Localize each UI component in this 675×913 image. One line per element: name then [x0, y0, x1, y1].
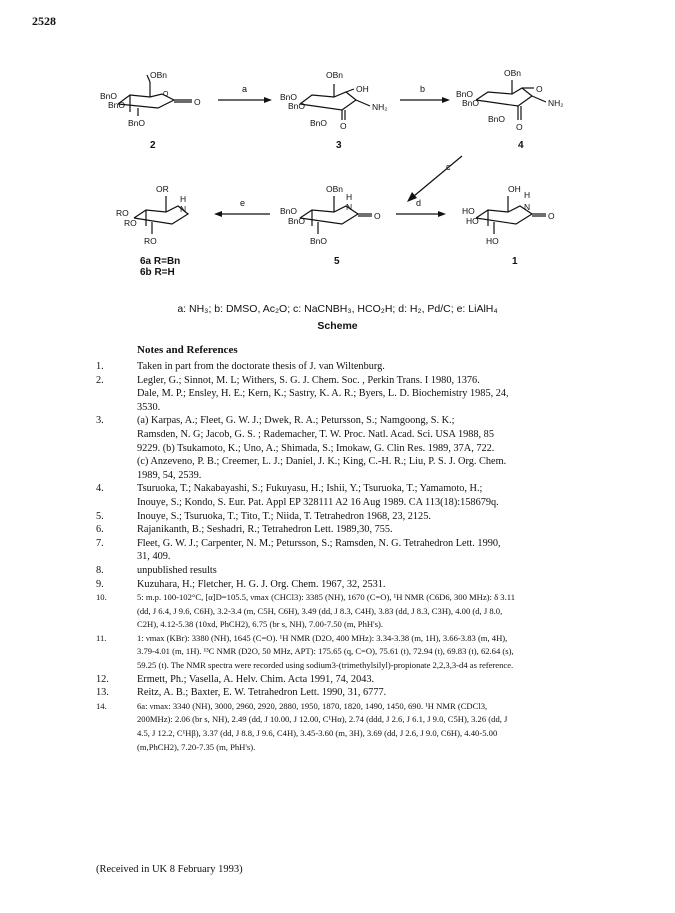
c4-label-4: NH₂ — [548, 98, 564, 108]
reference-item — [96, 564, 616, 578]
c4-label-3: O — [536, 84, 543, 94]
arrow-b — [400, 84, 450, 103]
reference-text — [137, 414, 616, 482]
reference-number: 4. — [96, 483, 104, 495]
compound-3 — [280, 70, 388, 151]
compound-6b-label: 6b R=H — [140, 267, 175, 278]
reference-line: C2H), 4.12-5.38 (10xd, PhCH2), 6.75 (br s, NH), 7.00-7.50 (m, PhH's). — [137, 619, 383, 630]
reference-number: 10. — [96, 592, 107, 603]
c1-label-0: OH — [508, 184, 521, 194]
reference-line: 4.5, J 12.2, C¹Hβ), 3.37 (dd, J 8.8, J 9.6, C4H), 3.45-3.60 (m, 3H), 3.69 (dd, J 2.6, J 9.0, C6H), 4.40-5.00 — [137, 728, 498, 739]
compound-1-label: 1 — [512, 256, 518, 267]
compound-1 — [462, 184, 555, 267]
reference-line: (dd, J 6.4, J 9.6, C6H), 3.2-3.4 (m, C5H, C6H), 3.49 (dd, J 8.3, C4H), 3.83 (dd, J 8.3, C3H), 4.00 (d, J 8.0, — [137, 605, 503, 616]
reference-line: (m,PhCH2), 7.20-7.35 (m, PhH's). — [137, 741, 256, 752]
reference-number: 13. — [96, 687, 109, 699]
reference-line: Tsuruoka, T.; Nakabayashi, S.; Fukuyasu, H.; Ishii, Y.; Tsuruoka, T.; Yamamoto, H.; — [137, 483, 483, 495]
c4-label-5: BnO — [488, 114, 506, 124]
arrow-c — [407, 156, 462, 202]
reference-text — [137, 360, 616, 374]
c1-label-5: O — [548, 211, 555, 221]
reference-text — [137, 523, 616, 537]
reference-item — [96, 591, 616, 632]
c5-label-2: N — [346, 202, 353, 212]
c3-label-2: BnO — [280, 92, 298, 102]
reference-item — [96, 523, 616, 537]
reference-line: Fleet, G. W. J.; Carpenter, N. M.; Petursson, S.; Ramsden, N. G. Tetrahedron Lett. 1990, — [137, 537, 501, 549]
reference-item — [96, 374, 616, 415]
reference-text — [137, 578, 616, 592]
c3-label-1: OH — [356, 84, 369, 94]
reference-line: Inouye, S.; Tsuruoka, T.; Tito, T.; Niida, T. Tetrahedron 1968, 23, 2125. — [137, 510, 431, 522]
reference-number: 8. — [96, 564, 104, 576]
c6-label-4: RO — [124, 218, 137, 228]
c4-label-1: BnO — [456, 89, 474, 99]
reference-number: 6. — [96, 524, 104, 536]
reference-number: 12. — [96, 673, 109, 685]
arrow-a-label: a — [242, 84, 248, 94]
arrow-d-label: d — [416, 198, 422, 208]
reference-line: 1989, 54, 2539. — [137, 469, 202, 481]
scheme-label: Scheme — [317, 320, 358, 332]
reference-line: Rajanikanth, B.; Seshadri, R.; Tetrahedron Lett. 1989,30, 755. — [137, 524, 393, 536]
reference-number: 5. — [96, 510, 104, 522]
page-number: 2528 — [32, 14, 56, 28]
reference-line: Ramsden, N. G; Jacob, G. S. ; Rademacher, T. W. Proc. Natl. Acad. Sci. USA 1988, 85 — [137, 428, 494, 440]
reference-text — [137, 632, 616, 673]
compound-2 — [100, 70, 201, 151]
c3-label-6: O — [340, 121, 347, 131]
c2-ring-o: O — [163, 91, 169, 98]
compound-2-label: 2 — [150, 140, 156, 151]
reaction-scheme — [0, 0, 675, 300]
reference-line: Dale, M. P.; Ensley, H. E.; Kern, K.; Sastry, K. A. R.; Byers, L. D. Biochemistry 1985, 24, — [137, 388, 509, 400]
c6-label-5: RO — [144, 236, 157, 246]
arrow-a — [218, 84, 272, 103]
reference-line: Inouye, S.; Kondo, S. Eur. Pat. Appl EP 328111 A2 16 Aug 1989. CA 113(18):158679q. — [137, 496, 499, 508]
reference-line: 31, 409. — [137, 551, 171, 563]
c6-label-1: H — [180, 194, 187, 204]
c2-label-1: BnO — [100, 91, 118, 101]
c5-label-6: BnO — [310, 236, 328, 246]
reference-item — [96, 510, 616, 524]
reference-text — [137, 673, 616, 687]
arrow-d — [396, 198, 446, 217]
reference-line: Taken in part from the doctorate thesis of J. van Wiltenburg. — [137, 361, 385, 372]
reference-item — [96, 414, 616, 482]
reference-text — [137, 591, 616, 632]
compound-4-label: 4 — [518, 140, 524, 151]
c4-label-2: BnO — [462, 98, 480, 108]
reference-text — [137, 686, 616, 700]
reference-number: 9. — [96, 578, 104, 590]
reference-line: 3.79-4.01 (m, 1H). ¹³C NMR (D2O, 50 MHz, APT): 175.65 (q, C=O), 75.61 (t), 72.94 (t), 69.83 (t), 62.64 (s), — [137, 646, 514, 657]
c2-label-4: O — [194, 97, 201, 107]
compound-6a-label: 6a R=Bn — [140, 256, 181, 267]
c3-label-3: BnO — [288, 101, 306, 111]
reference-line: 3530. — [137, 401, 161, 413]
compound-4 — [456, 68, 564, 151]
c5-label-4: BnO — [288, 216, 306, 226]
reference-text — [137, 374, 616, 415]
c6-label-3: RO — [116, 208, 129, 218]
c1-label-3: HO — [462, 206, 475, 216]
c3-label-0: OBn — [326, 70, 344, 80]
reagents-caption: a: NH₃; b: DMSO, Ac₂O; c: NaCNBH₃, HCO₂H; d: H₂, Pd/C; e: LiAlH₄ — [177, 303, 498, 315]
reference-line: (a) Karpas, A.; Fleet, G. W. J.; Dwek, R. A.; Petursson, S.; Namgoong, S. K.; — [137, 415, 455, 427]
c3-label-4: NH₂ — [372, 102, 388, 112]
received-date: (Received in UK 8 February 1993) — [96, 864, 243, 875]
arrow-b-label: b — [420, 84, 426, 94]
compound-5 — [280, 184, 381, 267]
reference-item — [96, 578, 616, 592]
c5-label-1: H — [346, 192, 353, 202]
c2-label-0: OBn — [150, 70, 168, 80]
reference-line: 1: νmax (KBr): 3380 (NH), 1645 (C=O). ¹H NMR (D2O, 400 MHz): 3.34-3.38 (m, 1H), 3.66-3.83 (m, 4H), — [137, 632, 508, 643]
reference-number: 11. — [96, 632, 107, 643]
reference-number: 7. — [96, 537, 104, 549]
compound-3-label: 3 — [336, 140, 342, 151]
reference-line: 9229. (b) Tsukamoto, K.; Uno, A.; Shimada, S.; Imokaw, G. Clin Res. 1989, 37A, 722. — [137, 442, 495, 454]
c3-label-5: BnO — [310, 118, 328, 128]
compound-5-label: 5 — [334, 256, 340, 267]
reference-line: Ermett, Ph.; Vasella, A. Helv. Chim. Acta 1991, 74, 2043. — [137, 673, 375, 685]
c2-label-2: BnO — [108, 100, 126, 110]
compound-6 — [116, 184, 188, 278]
reference-number: 3. — [96, 415, 104, 427]
reference-line: 5: m.p. 100-102°C, [α]D=105.5, νmax (CHCl3): 3385 (NH), 1670 (C=O), ¹H NMR (C6D6, 300 MHz): δ 3.11 — [137, 592, 515, 603]
reference-line: 6a: νmax: 3340 (NH), 3000, 2960, 2920, 2880, 1950, 1870, 1820, 1490, 1450, 690. ¹H NMR (CDCl3, — [137, 700, 488, 711]
c6-label-0: OR — [156, 184, 169, 194]
reference-text — [137, 510, 616, 524]
reference-item — [96, 482, 616, 509]
c2-label-3: BnO — [128, 118, 146, 128]
c5-label-5: O — [374, 211, 381, 221]
reference-line: unpublished results — [137, 564, 217, 576]
c1-label-2: N — [524, 202, 531, 212]
reference-item — [96, 537, 616, 564]
c4-label-6: O — [516, 122, 523, 132]
c1-label-1: H — [524, 190, 531, 200]
arrow-c-label: c — [446, 162, 451, 172]
reference-item — [96, 673, 616, 687]
c5-label-0: OBn — [326, 184, 344, 194]
reference-text — [137, 537, 616, 564]
reference-number: 1. — [96, 361, 104, 372]
reference-item — [96, 686, 616, 700]
notes-title: Notes and References — [137, 344, 238, 356]
reference-text — [137, 700, 616, 754]
reference-number: 2. — [96, 374, 104, 386]
c1-label-6: HO — [486, 236, 499, 246]
reference-text — [137, 564, 616, 578]
c1-label-4: HO — [466, 216, 479, 226]
reference-line: 200MHz): 2.06 (br s, NH), 2.49 (dd, J 10.00, J 12.00, C¹Hα), 2.74 (ddd, J 2.6, J 6.1, J 9.0, C5H), 3.26 (dd, J — [137, 714, 508, 725]
reference-line: Kuzuhara, H.; Fletcher, H. G. J. Org. Chem. 1967, 32, 2531. — [137, 578, 386, 590]
reference-item — [96, 360, 616, 374]
arrow-e — [214, 198, 270, 217]
c6-label-2: N — [180, 204, 187, 214]
reference-line: Reitz, A. B.; Baxter, E. W. Tetrahedron Lett. 1990, 31, 6777. — [137, 687, 387, 699]
reference-line: 59.25 (t). The NMR spectra were recorded using sodium3-(trimethylsilyl)-propionate 2,2,3,3-d4 as reference. — [137, 660, 514, 671]
reference-line: Legler, G.; Sinnot, M. L; Withers, S. G. J. Chem. Soc. , Perkin Trans. I 1980, 1376. — [137, 374, 480, 386]
reference-item — [96, 632, 616, 673]
reference-text — [137, 482, 616, 509]
c5-label-3: BnO — [280, 206, 298, 216]
arrow-e-label: e — [240, 198, 246, 208]
reference-line: (c) Anzeveno, P. B.; Creemer, L. J.; Daniel, J. K.; King, C.-H. R.; Liu, P. S. J. Org. Chem. — [137, 456, 507, 468]
reference-number: 14. — [96, 700, 107, 711]
references-list — [96, 360, 616, 754]
reference-item — [96, 700, 616, 754]
c4-label-0: OBn — [504, 68, 522, 78]
